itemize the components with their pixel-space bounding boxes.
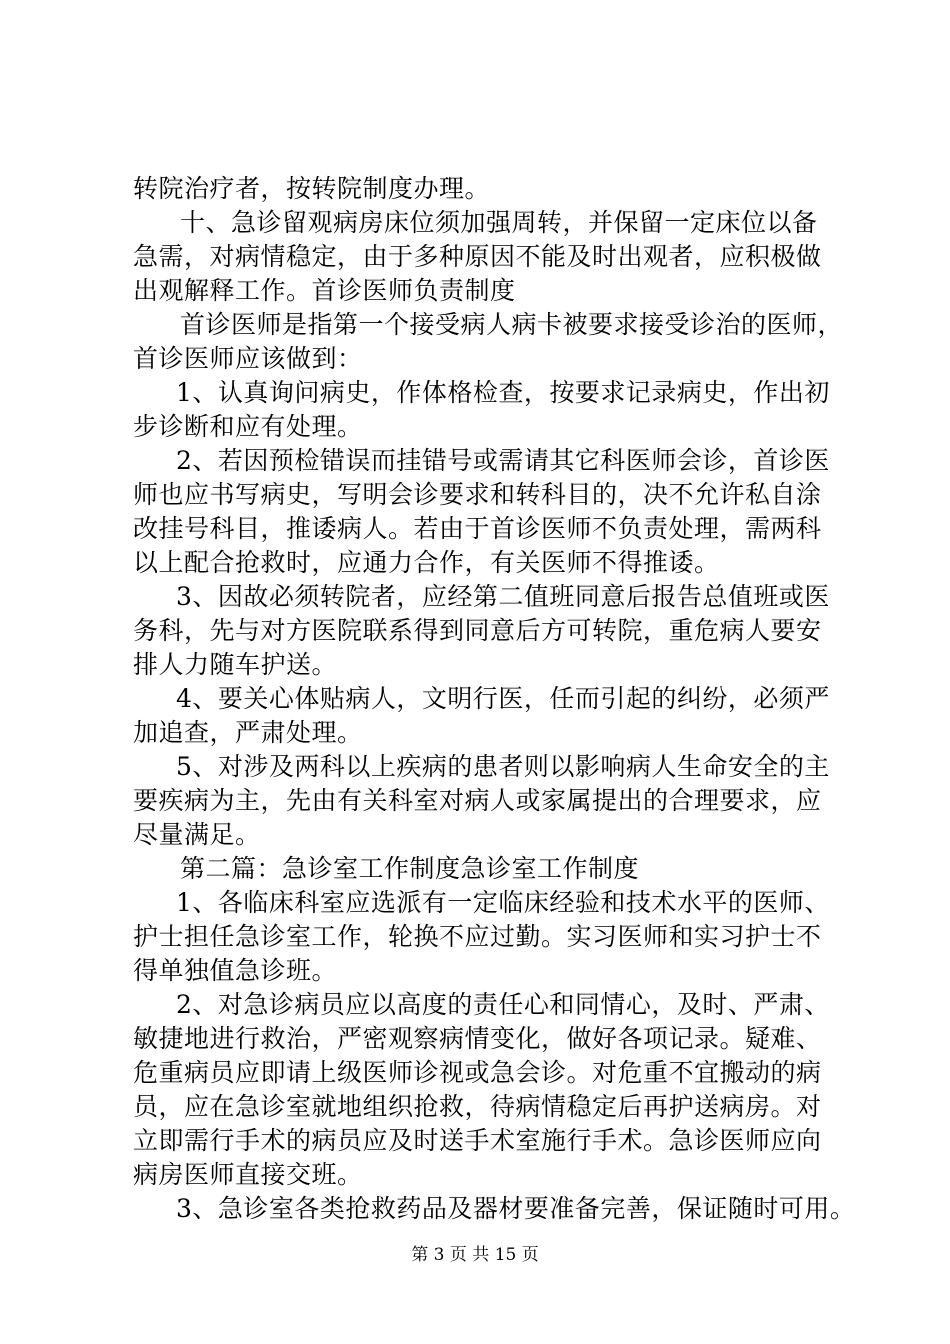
text-line: 2、对急诊病员应以高度的责任心和同情心，及时、严肃、 — [176, 990, 830, 1019]
text-line: 病房医师直接交班。 — [133, 1160, 363, 1189]
text-line: 3、因故必须转院者，应经第二值班同意后报告总值班或医 — [176, 582, 830, 611]
text-line: 5、对涉及两科以上疾病的患者则以影响病人生命安全的主 — [176, 752, 830, 781]
page-footer: 第 3 页 共 15 页 — [411, 1245, 539, 1265]
text-line: 首诊医师是指第一个接受病人病卡被要求接受诊治的医师， — [180, 310, 844, 339]
text-line: 排人力随车护送。 — [133, 650, 338, 679]
text-line: 以上配合抢救时，应通力合作，有关医师不得推诿。 — [133, 548, 720, 577]
text-line: 员，应在急诊室就地组织抢救，待病情稳定后再护送病房。对 — [133, 1092, 822, 1121]
text-line: 务科，先与对方医院联系得到同意后方可转院，重危病人要安 — [133, 616, 822, 645]
section-heading: 第二篇：急诊室工作制度急诊室工作制度 — [180, 854, 640, 883]
text-line: 出观解释工作。首诊医师负责制度 — [133, 276, 516, 305]
text-line: 立即需行手术的病员应及时送手术室施行手术。急诊医师应向 — [133, 1126, 822, 1155]
text-line: 4、要关心体贴病人，文明行医，任而引起的纠纷，必须严 — [176, 684, 830, 713]
text-line: 师也应书写病史，写明会诊要求和转科目的，决不允许私自涂 — [133, 480, 822, 509]
text-line: 1、各临床科室应选派有一定临床经验和技术水平的医师、 — [176, 888, 830, 917]
text-line: 2、若因预检错误而挂错号或需请其它科医师会诊，首诊医 — [176, 446, 830, 475]
text-line: 步诊断和应有处理。 — [133, 412, 363, 441]
text-line: 加追查，严肃处理。 — [133, 718, 363, 747]
text-line: 要疾病为主，先由有关科室对病人或家属提出的合理要求，应 — [133, 786, 822, 815]
text-line: 十、急诊留观病房床位须加强周转，并保留一定床位以备 — [180, 208, 818, 237]
text-line: 敏捷地进行救治，严密观察病情变化，做好各项记录。疑难、 — [133, 1024, 822, 1053]
text-line: 1、认真询问病史，作体格检查，按要求记录病史，作出初 — [176, 378, 830, 407]
text-line: 首诊医师应该做到： — [133, 344, 363, 373]
text-line: 转院治疗者，按转院制度办理。 — [133, 174, 491, 203]
text-line: 急需，对病情稳定，由于多种原因不能及时出观者，应积极做 — [133, 242, 822, 271]
text-line: 3、急诊室各类抢救药品及器材要准备完善，保证随时可用。 — [176, 1194, 856, 1223]
text-line: 得单独值急诊班。 — [133, 956, 338, 985]
text-line: 改挂号科目，推诿病人。若由于首诊医师不负责处理，需两科 — [133, 514, 822, 543]
text-line: 危重病员应即请上级医师诊视或急会诊。对危重不宜搬动的病 — [133, 1058, 822, 1087]
text-line: 护士担任急诊室工作，轮换不应过勤。实习医师和实习护士不 — [133, 922, 822, 951]
text-line: 尽量满足。 — [133, 820, 261, 849]
